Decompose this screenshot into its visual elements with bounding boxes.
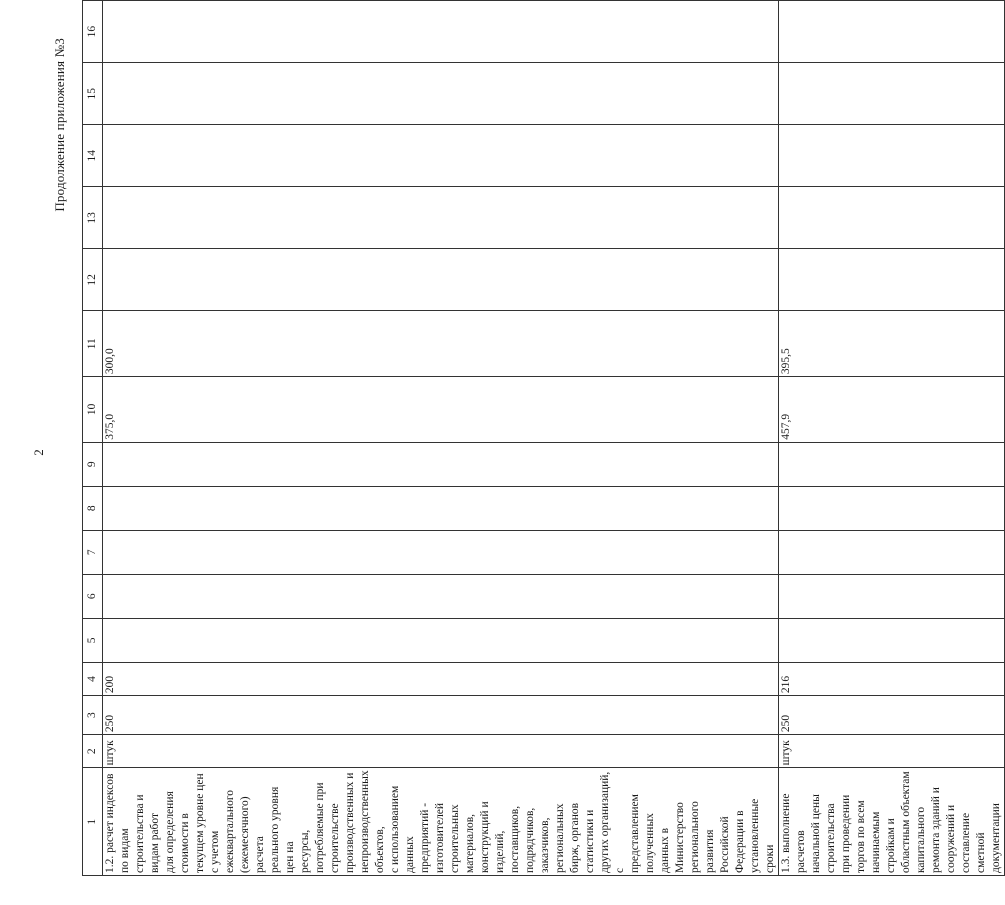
col-header: 1: [83, 768, 103, 876]
col-header: 15: [83, 63, 103, 125]
col-header: 2: [83, 735, 103, 768]
value-cell: [103, 249, 779, 311]
col-header: 5: [83, 618, 103, 662]
value-cell: [779, 63, 1005, 125]
value-cell: 250: [779, 696, 1005, 735]
value-cell: [779, 574, 1005, 618]
row-label: 1.3. выполнение расчетов начальной цены строительства при проведении торгов по всем начинаемым стройкам и областным объектам капитального ремонта зданий и сооружений и составление сметной документации: [779, 768, 1005, 876]
unit-cell: штук: [779, 735, 1005, 768]
value-cell: [779, 187, 1005, 249]
value-cell: [779, 249, 1005, 311]
value-cell: 250: [103, 696, 779, 735]
col-header: 11: [83, 311, 103, 377]
header-row: [83, 1, 103, 876]
value-cell: [103, 574, 779, 618]
value-cell: [103, 1, 779, 63]
value-cell: 375,0: [103, 377, 779, 443]
value-cell: 395,5: [779, 311, 1005, 377]
value-cell: [103, 486, 779, 530]
value-cell: [103, 63, 779, 125]
col-header: 4: [83, 662, 103, 695]
table-row: [103, 1, 779, 876]
col-header: 14: [83, 125, 103, 187]
continuation-caption: Продолжение приложения №3: [52, 38, 67, 212]
col-header: 6: [83, 574, 103, 618]
value-cell: [103, 618, 779, 662]
col-header: 12: [83, 249, 103, 311]
col-header: 7: [83, 530, 103, 574]
unit-cell: штук: [103, 735, 779, 768]
col-header: 16: [83, 1, 103, 63]
col-header: 13: [83, 187, 103, 249]
value-cell: [779, 1, 1005, 63]
row-label: 1.2. расчет индексов по видам строительства и видам работ для определения стоимости в текущем уровне цен с учетом ежеквартального (ежемесячного) расчета реального уровня цен на ресурсы, потребляемые при строительстве производственных и непроизводственных объектов, с использованием данных предприятий - изготовителей строительных материалов, конструкций и изделий, поставщиков, подрядчиков, заказчиков, региональных бирж, органов статистики и других организаций, с представлением полученных данных в Министерство регионального развития Российской Федерации в установленные сроки: [103, 768, 779, 876]
value-cell: [779, 530, 1005, 574]
table-row: [779, 1, 1005, 876]
value-cell: 457,9: [779, 377, 1005, 443]
col-header: 10: [83, 377, 103, 443]
value-cell: [103, 442, 779, 486]
value-cell: [103, 125, 779, 187]
value-cell: [103, 187, 779, 249]
col-header: 3: [83, 696, 103, 735]
value-cell: [103, 530, 779, 574]
value-cell: [779, 125, 1005, 187]
data-table: [82, 0, 1005, 876]
col-header: 8: [83, 486, 103, 530]
value-cell: [779, 486, 1005, 530]
value-cell: [779, 442, 1005, 486]
col-header: 9: [83, 442, 103, 486]
page-number: 2: [31, 449, 46, 456]
value-cell: 300,0: [103, 311, 779, 377]
value-cell: 200: [103, 662, 779, 695]
value-cell: [779, 618, 1005, 662]
value-cell: 216: [779, 662, 1005, 695]
